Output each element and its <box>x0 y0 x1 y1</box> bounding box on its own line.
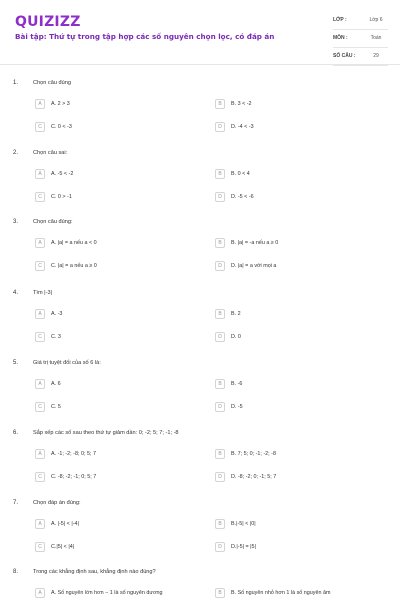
option-text: D.|-5| = |5| <box>231 544 256 550</box>
option-text: B. 0 < 4 <box>231 171 250 177</box>
option-text: A. Số nguyên lớn hơn − 1 là số nguyên dương <box>51 590 163 596</box>
question-text: Giá trị tuyệt đối của số 6 là: <box>33 360 101 366</box>
option-letter-badge: A <box>35 449 45 459</box>
option-text: A. -1; -2; -8; 0; 5; 7 <box>51 451 96 457</box>
option-text: B.|-5| < |0| <box>231 521 256 527</box>
option-text: B. 3 < -2 <box>231 101 252 107</box>
worksheet-info <box>333 12 388 66</box>
question-text: Chọn câu đúng <box>33 80 71 86</box>
option-letter-badge: D <box>215 192 225 202</box>
question-text: Chọn câu sai: <box>33 150 68 156</box>
option-text: D. -5 <box>231 404 243 410</box>
info-label: MÔN : <box>333 35 348 41</box>
option-letter-badge: B <box>215 588 225 598</box>
option-letter-badge: C <box>35 472 45 482</box>
option-text: D. -8; -2; 0; -1; 5; 7 <box>231 474 277 480</box>
info-label: SỐ CÂU : <box>333 53 356 59</box>
option-text: A. -3 <box>51 311 63 317</box>
option-letter-badge: B <box>215 309 225 319</box>
question-7 <box>0 500 400 572</box>
option-text: B. Số nguyên nhỏ hơn 1 là số nguyên âm <box>231 590 331 596</box>
option-text: A. 6 <box>51 381 61 387</box>
option-letter-badge: B <box>215 238 225 248</box>
option-letter-badge: B <box>215 99 225 109</box>
question-text: Chọn câu đúng: <box>33 219 73 225</box>
option-text: B. -6 <box>231 381 243 387</box>
question-5 <box>0 360 400 432</box>
option-letter-badge: D <box>215 261 225 271</box>
option-letter-badge: A <box>35 169 45 179</box>
question-number: 5. <box>13 360 19 366</box>
option-text: D. -4 < -3 <box>231 124 254 130</box>
question-text: Sắp xếp các số sau theo thứ tự giảm dần: 0; -2; 5; 7; -1; -8 <box>33 430 179 436</box>
info-label: LỚP : <box>333 17 347 23</box>
option-letter-badge: A <box>35 99 45 109</box>
header-divider <box>0 64 400 65</box>
option-letter-badge: A <box>35 379 45 389</box>
option-text: A. -5 < -2 <box>51 171 74 177</box>
option-text: A. 2 > 3 <box>51 101 70 107</box>
option-letter-badge: B <box>215 519 225 529</box>
option-text: C. -8; -2; -1; 0; 5; 7 <box>51 474 97 480</box>
info-value: Lớp 6 <box>369 17 383 23</box>
page-header <box>0 0 400 62</box>
question-number: 1. <box>13 80 19 86</box>
option-letter-badge: C <box>35 402 45 412</box>
option-letter-badge: D <box>215 122 225 132</box>
question-text: Chọn đáp án đúng: <box>33 500 81 506</box>
info-row-subject <box>333 30 388 48</box>
question-6 <box>0 430 400 502</box>
option-letter-badge: C <box>35 542 45 552</box>
option-text: C. |a| = a nếu a ≥ 0 <box>51 263 97 269</box>
question-1 <box>0 80 400 152</box>
question-3 <box>0 219 400 291</box>
option-text: C. 0 < -3 <box>51 124 72 130</box>
option-letter-badge: C <box>35 332 45 342</box>
option-letter-badge: B <box>215 169 225 179</box>
quizizz-logo: QUIZIZZ <box>15 14 81 30</box>
option-text: A. |a| = a nếu a < 0 <box>51 240 97 246</box>
option-letter-badge: C <box>35 192 45 202</box>
option-letter-badge: A <box>35 519 45 529</box>
question-number: 2. <box>13 150 19 156</box>
info-value: Toán <box>370 35 382 41</box>
option-text: C. 0 > -1 <box>51 194 72 200</box>
option-letter-badge: D <box>215 472 225 482</box>
question-number: 3. <box>13 219 19 225</box>
option-text: D. 0 <box>231 334 241 340</box>
info-value: 29 <box>373 53 379 59</box>
question-8 <box>0 569 400 600</box>
option-text: D. |a| = a với mọi a <box>231 263 277 269</box>
option-letter-badge: A <box>35 588 45 598</box>
option-letter-badge: B <box>215 449 225 459</box>
option-text: A. |-5| < |-4| <box>51 521 79 527</box>
question-text: Trong các khẳng định sau, khẳng định nào đúng? <box>33 569 156 575</box>
question-number: 8. <box>13 569 19 575</box>
option-text: B. 2 <box>231 311 241 317</box>
option-letter-badge: D <box>215 542 225 552</box>
option-letter-badge: C <box>35 122 45 132</box>
question-text: Tìm |-3| <box>33 290 53 296</box>
option-letter-badge: D <box>215 332 225 342</box>
option-letter-badge: A <box>35 309 45 319</box>
option-text: B. 7; 5; 0; -1; -2; -8 <box>231 451 276 457</box>
option-letter-badge: D <box>215 402 225 412</box>
option-letter-badge: B <box>215 379 225 389</box>
question-4 <box>0 290 400 362</box>
option-text: C.|5| < |4| <box>51 544 75 550</box>
option-text: B. |a| = -a nếu a ≥ 0 <box>231 240 279 246</box>
info-row-grade <box>333 12 388 30</box>
option-text: D. -5 < -6 <box>231 194 254 200</box>
worksheet-title: Bài tập: Thứ tự trong tập hợp các số nguyên chọn lọc, có đáp án <box>15 32 275 41</box>
question-number: 6. <box>13 430 19 436</box>
question-number: 7. <box>13 500 19 506</box>
option-text: C. 3 <box>51 334 61 340</box>
option-text: C. 5 <box>51 404 61 410</box>
question-2 <box>0 150 400 222</box>
option-letter-badge: A <box>35 238 45 248</box>
question-number: 4. <box>13 290 19 296</box>
option-letter-badge: C <box>35 261 45 271</box>
